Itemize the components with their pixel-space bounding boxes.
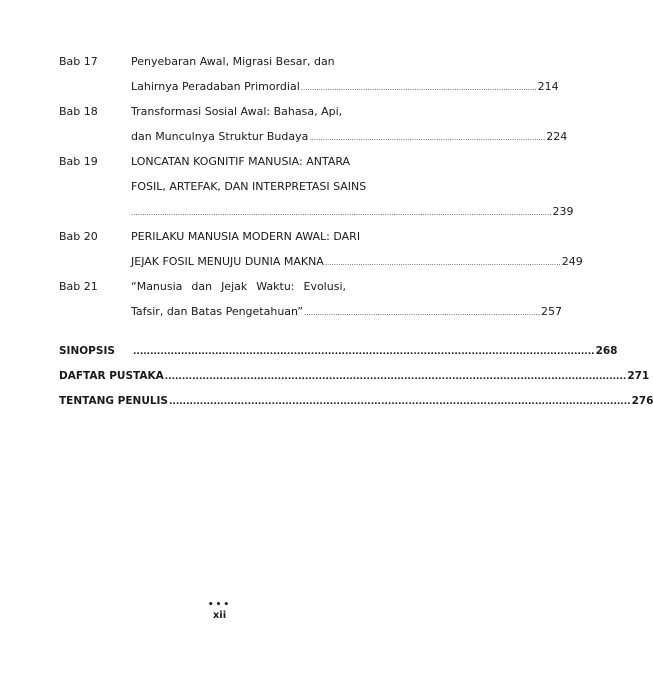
- toc-entry-tentang-penulis[interactable]: [59, 394, 653, 409]
- chapter-title-line: Lahirnya Peradaban Primordial: [131, 80, 300, 93]
- page-number: 268: [595, 345, 618, 357]
- dot-leader: .......................................................................................................................................: [164, 372, 627, 382]
- dot-leader: .............................................................................................................................................................................................: [131, 209, 552, 217]
- toc-entry-daftar-pustaka[interactable]: [59, 369, 650, 384]
- page-number: 239: [552, 205, 574, 218]
- page-footer: [0, 601, 439, 621]
- chapter-number: Bab 20: [59, 230, 98, 243]
- chapter-title-line: “Manusia dan Jejak Waktu: Evolusi,: [131, 280, 346, 293]
- chapter-number: Bab 18: [59, 105, 98, 118]
- section-label: TENTANG PENULIS: [59, 395, 168, 407]
- chapter-title-line: Transformasi Sosial Awal: Bahasa, Api,: [131, 105, 343, 118]
- chapter-title-line: Tafsir, dan Batas Pengetahuan”: [131, 305, 304, 318]
- dot-leader: ..........................................................................................................: [300, 84, 537, 92]
- page-number: 271: [627, 370, 650, 382]
- dot-leader: ..........................................................................................................: [324, 259, 561, 267]
- page-number: 249: [561, 255, 583, 268]
- dot-leader: ..........................................................................................................: [309, 134, 546, 142]
- chapter-number: Bab 21: [59, 280, 98, 293]
- chapter-number: Bab 17: [59, 55, 98, 68]
- chapter-title-line: JEJAK FOSIL MENUJU DUNIA MAKNA: [131, 255, 324, 268]
- page-number: 257: [541, 305, 562, 318]
- toc-entry-leader[interactable]: [131, 80, 559, 95]
- toc-entry-leader[interactable]: [131, 130, 568, 145]
- chapter-title-line: Penyebaran Awal, Migrasi Besar, dan: [131, 55, 335, 68]
- page-number: 276: [631, 395, 653, 407]
- page-number: 224: [546, 130, 568, 143]
- page-number: 214: [537, 80, 559, 93]
- dot-leader: .......................................................................................................................................: [169, 397, 631, 407]
- section-label: DAFTAR PUSTAKA: [59, 370, 164, 382]
- chapter-title-line: LONCATAN KOGNITIF MANUSIA: ANTARA: [131, 155, 351, 168]
- chapter-title-line: dan Munculnya Struktur Budaya: [131, 130, 309, 143]
- chapter-number: Bab 19: [59, 155, 98, 168]
- ornament-bullets: •••: [207, 600, 232, 610]
- chapter-title-line: PERILAKU MANUSIA MODERN AWAL: DARI: [131, 230, 361, 243]
- section-label: SINOPSIS: [59, 345, 115, 357]
- toc-entry-leader[interactable]: [131, 255, 583, 270]
- dot-leader: .......................................................................................................................................: [133, 347, 595, 357]
- toc-entry-sinopsis[interactable]: [59, 344, 618, 359]
- dot-leader: ..........................................................................................................: [304, 309, 540, 317]
- toc-entry-leader[interactable]: [131, 305, 562, 320]
- page-number-footer: xii: [212, 610, 227, 621]
- chapter-title-line: FOSIL, ARTEFAK, DAN INTERPRETASI SAINS: [131, 180, 367, 193]
- toc-entry-leader[interactable]: [131, 205, 574, 220]
